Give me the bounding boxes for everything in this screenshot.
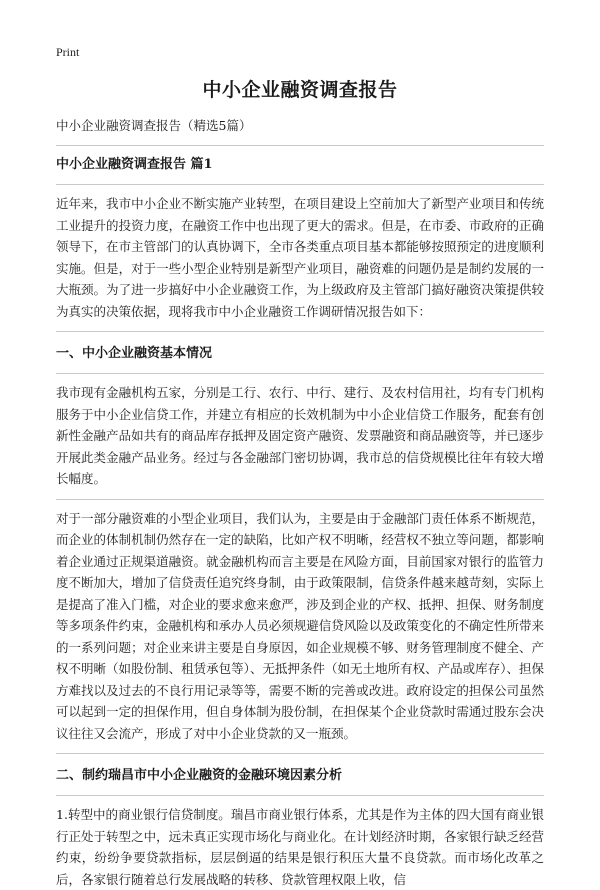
divider: [56, 499, 544, 500]
divider: [56, 373, 544, 374]
divider: [56, 795, 544, 796]
section1-paragraph-2: 对于一部分融资难的小型企业项目，我们认为，主要是由于金融部门责任体系不断规范，而企业的体制机制仍然存在一定的缺陷，比如产权不明晰，经营权不独立等问题，都影响着企业通过正规渠道融资。就金融机构而言主要是在风险方面，目前国家对银行的监管力度不断加大，增加了信贷责任追究终身制，由于政策限制，信贷条件越来越苛刻，实际上是提高了准入门槛，对企业的要求愈来愈严，涉及到企业的产权、抵押、担保、财务制度等多项条件约束，金融机构和承办人员必须规避信贷风险以及政策变化的不确定性所带来的一系列问题；对企业来讲主要是自身原因，如企业规模不够、财务管理制度不健全、产权不明晰（如股份制、租赁承包等）、无抵押条件（如无土地所有权、产品或库存）、担保方难找以及过去的不良行用记录等等，需要不断的完善或改进。政府设定的担保公司虽然可以起到一定的担保作用，但自身体制为股份制，在担保某个企业贷款时需通过股东会决议往往又会流产，形成了对中小企业贷款的又一瓶颈。: [56, 510, 544, 741]
section1-paragraph-1: 我市现有金融机构五家，分别是工行、农行、中行、建行、及农村信用社，均有专门机构服务于中小企业信贷工作，并建立有相应的长效机制为中小企业信贷工作服务，配套有创新性金融产品如共有的商品库存抵押及固定资产融资、发票融资和商品融资等，并已逐步开展此类金融产品业务。经过与各金融部门密切协调，我市总的信贷规模比往年有较大增长幅度。: [56, 385, 544, 486]
document-subtitle: 中小企业融资调查报告（精选5篇）: [56, 118, 252, 133]
part1-heading: 中小企业融资调查报告 篇1: [56, 157, 213, 172]
intro-paragraph: 近年来，我市中小企业不断实施产业转型，在项目建设上空前加大了新型产业项目和传统工业提升的投资力度，在融资工作中也出现了更大的需求。但是，在市委、市政府的正确领导下，在市主管部门的认真协调下，全市各类重点项目基本都能够按照预定的进度顺利实施。但是，对于一些小型企业特别是新型产业项目，融资难的问题仍是是制约发展的一大瓶颈。为了进一步搞好中小企业融资工作，为上级政府及主管部门搞好融资决策提供较为真实的决策依据，现将我市中小企业融资工作调研情况报告如下：: [56, 196, 544, 319]
section2-heading: 二、制约瑞昌市中小企业融资的金融环境因素分析: [56, 768, 343, 783]
divider: [56, 184, 544, 185]
divider: [56, 753, 544, 754]
print-link[interactable]: Print: [56, 45, 80, 59]
divider: [56, 331, 544, 332]
page-title: 中小企业融资调查报告: [202, 79, 398, 101]
section1-heading: 一、中小企业融资基本情况: [56, 346, 213, 361]
divider: [56, 145, 544, 146]
section2-paragraph-1: 1.转型中的商业银行信贷制度。瑞昌市商业银行体系，尤其是作为主体的四大国有商业银行正处于转型之中，远未真正实现市场化与商业化。在计划经济时期，各家银行缺乏经营约束，纷纷争要贷款指标，层层倒逼的结果是银行积压大量不良贷款。而市场化改革之后，各家银行随着总行发展战略的转移、贷款管理权限上收，信: [56, 807, 544, 887]
